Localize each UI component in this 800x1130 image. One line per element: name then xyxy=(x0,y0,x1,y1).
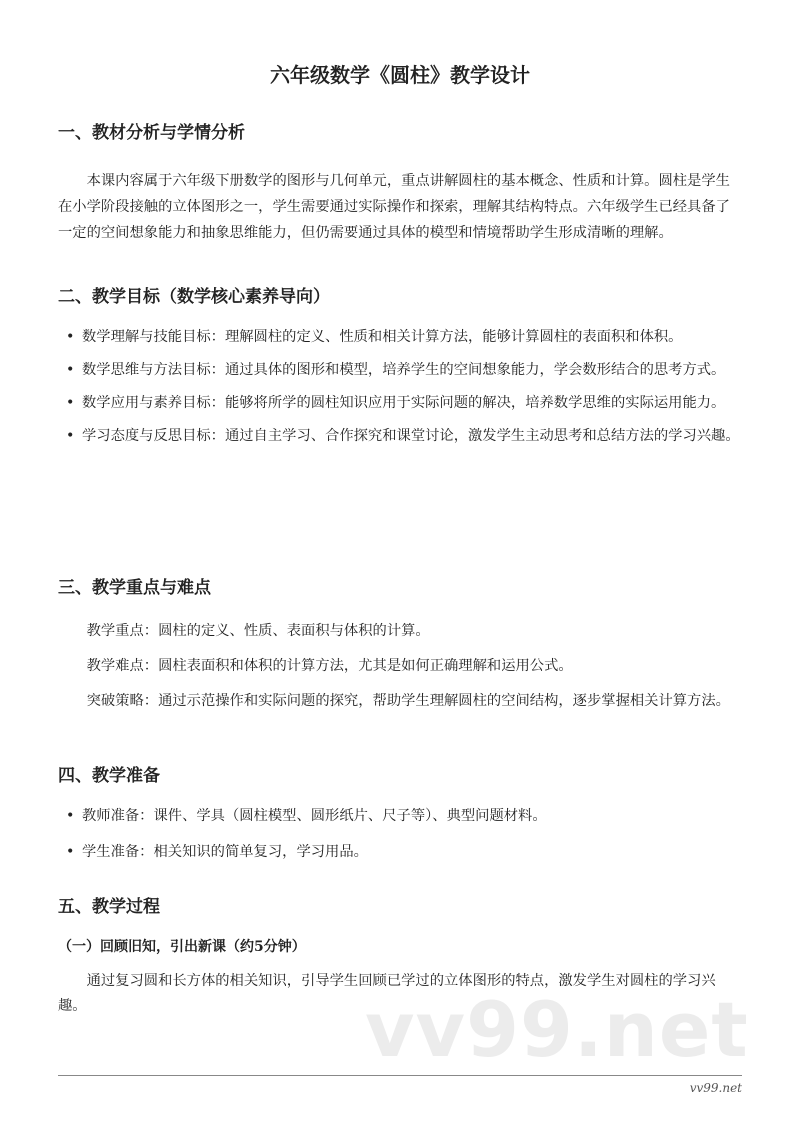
list-item: • 数学理解与技能目标：理解圆柱的定义、性质和相关计算方法，能够计算圆柱的表面积和体积。 xyxy=(82,326,742,349)
subsection-heading: （一）回顾旧知，引出新课（约5分钟） xyxy=(58,939,306,955)
paragraph: 教学重点：圆柱的定义、性质、表面积与体积的计算。 xyxy=(86,623,430,639)
section-heading: 三、教学重点与难点 xyxy=(58,578,211,598)
objectives-list xyxy=(58,326,742,448)
list-item: • 学生准备：相关知识的简单复习，学习用品。 xyxy=(82,841,742,864)
watermark: vv99.net xyxy=(365,985,749,1074)
paragraph: 教学难点：圆柱表面积和体积的计算方法，尤其是如何正确理解和运用公式。 xyxy=(86,658,573,674)
section-heading: 一、教材分析与学情分析 xyxy=(58,123,245,143)
list-item: • 教师准备：课件、学具（圆柱模型、圆形纸片、尺子等）、典型问题材料。 xyxy=(82,805,742,828)
section-5 xyxy=(58,894,742,1019)
paragraph: 本课内容属于六年级下册数学的图形与几何单元，重点讲解圆柱的基本概念、性质和计算。圆柱是学生在小学阶段接触的立体图形之一，学生需要通过实际操作和探索，理解其结构特点。六年级学生已经具备了一定的空间想象能力和抽象思维能力，但仍需要通过具体的模型和情境帮助学生形成清晰的理解。 xyxy=(58,173,730,241)
section-3 xyxy=(58,575,742,714)
paragraph: 通过复习圆和长方体的相关知识，引导学生回顾已学过的立体图形的特点，激发学生对圆柱的学习兴趣。 xyxy=(58,973,716,1014)
preparation-list xyxy=(58,805,742,864)
list-item: • 数学应用与素养目标：能够将所学的圆柱知识应用于实际问题的解决，培养数学思维的实际运用能力。 xyxy=(82,392,742,415)
list-item: • 数学思维与方法目标：通过具体的图形和模型，培养学生的空间想象能力，学会数形结合的思考方式。 xyxy=(82,359,742,382)
footer-text: vv99.net xyxy=(689,1081,742,1095)
section-1 xyxy=(58,120,742,246)
page-title: 六年级数学《圆柱》教学设计 xyxy=(270,63,530,87)
section-4 xyxy=(58,763,742,874)
paragraph: 突破策略：通过示范操作和实际问题的探究，帮助学生理解圆柱的空间结构，逐步掌握相关计算方法。 xyxy=(86,693,730,709)
footer-divider xyxy=(58,1075,742,1076)
section-heading: 四、教学准备 xyxy=(58,766,160,786)
section-heading: 五、教学过程 xyxy=(58,897,160,917)
list-item: • 学习态度与反思目标：通过自主学习、合作探究和课堂讨论，激发学生主动思考和总结方法的学习兴趣。 xyxy=(82,425,742,448)
section-2 xyxy=(58,284,742,458)
section-heading: 二、教学目标（数学核心素养导向） xyxy=(58,287,330,307)
